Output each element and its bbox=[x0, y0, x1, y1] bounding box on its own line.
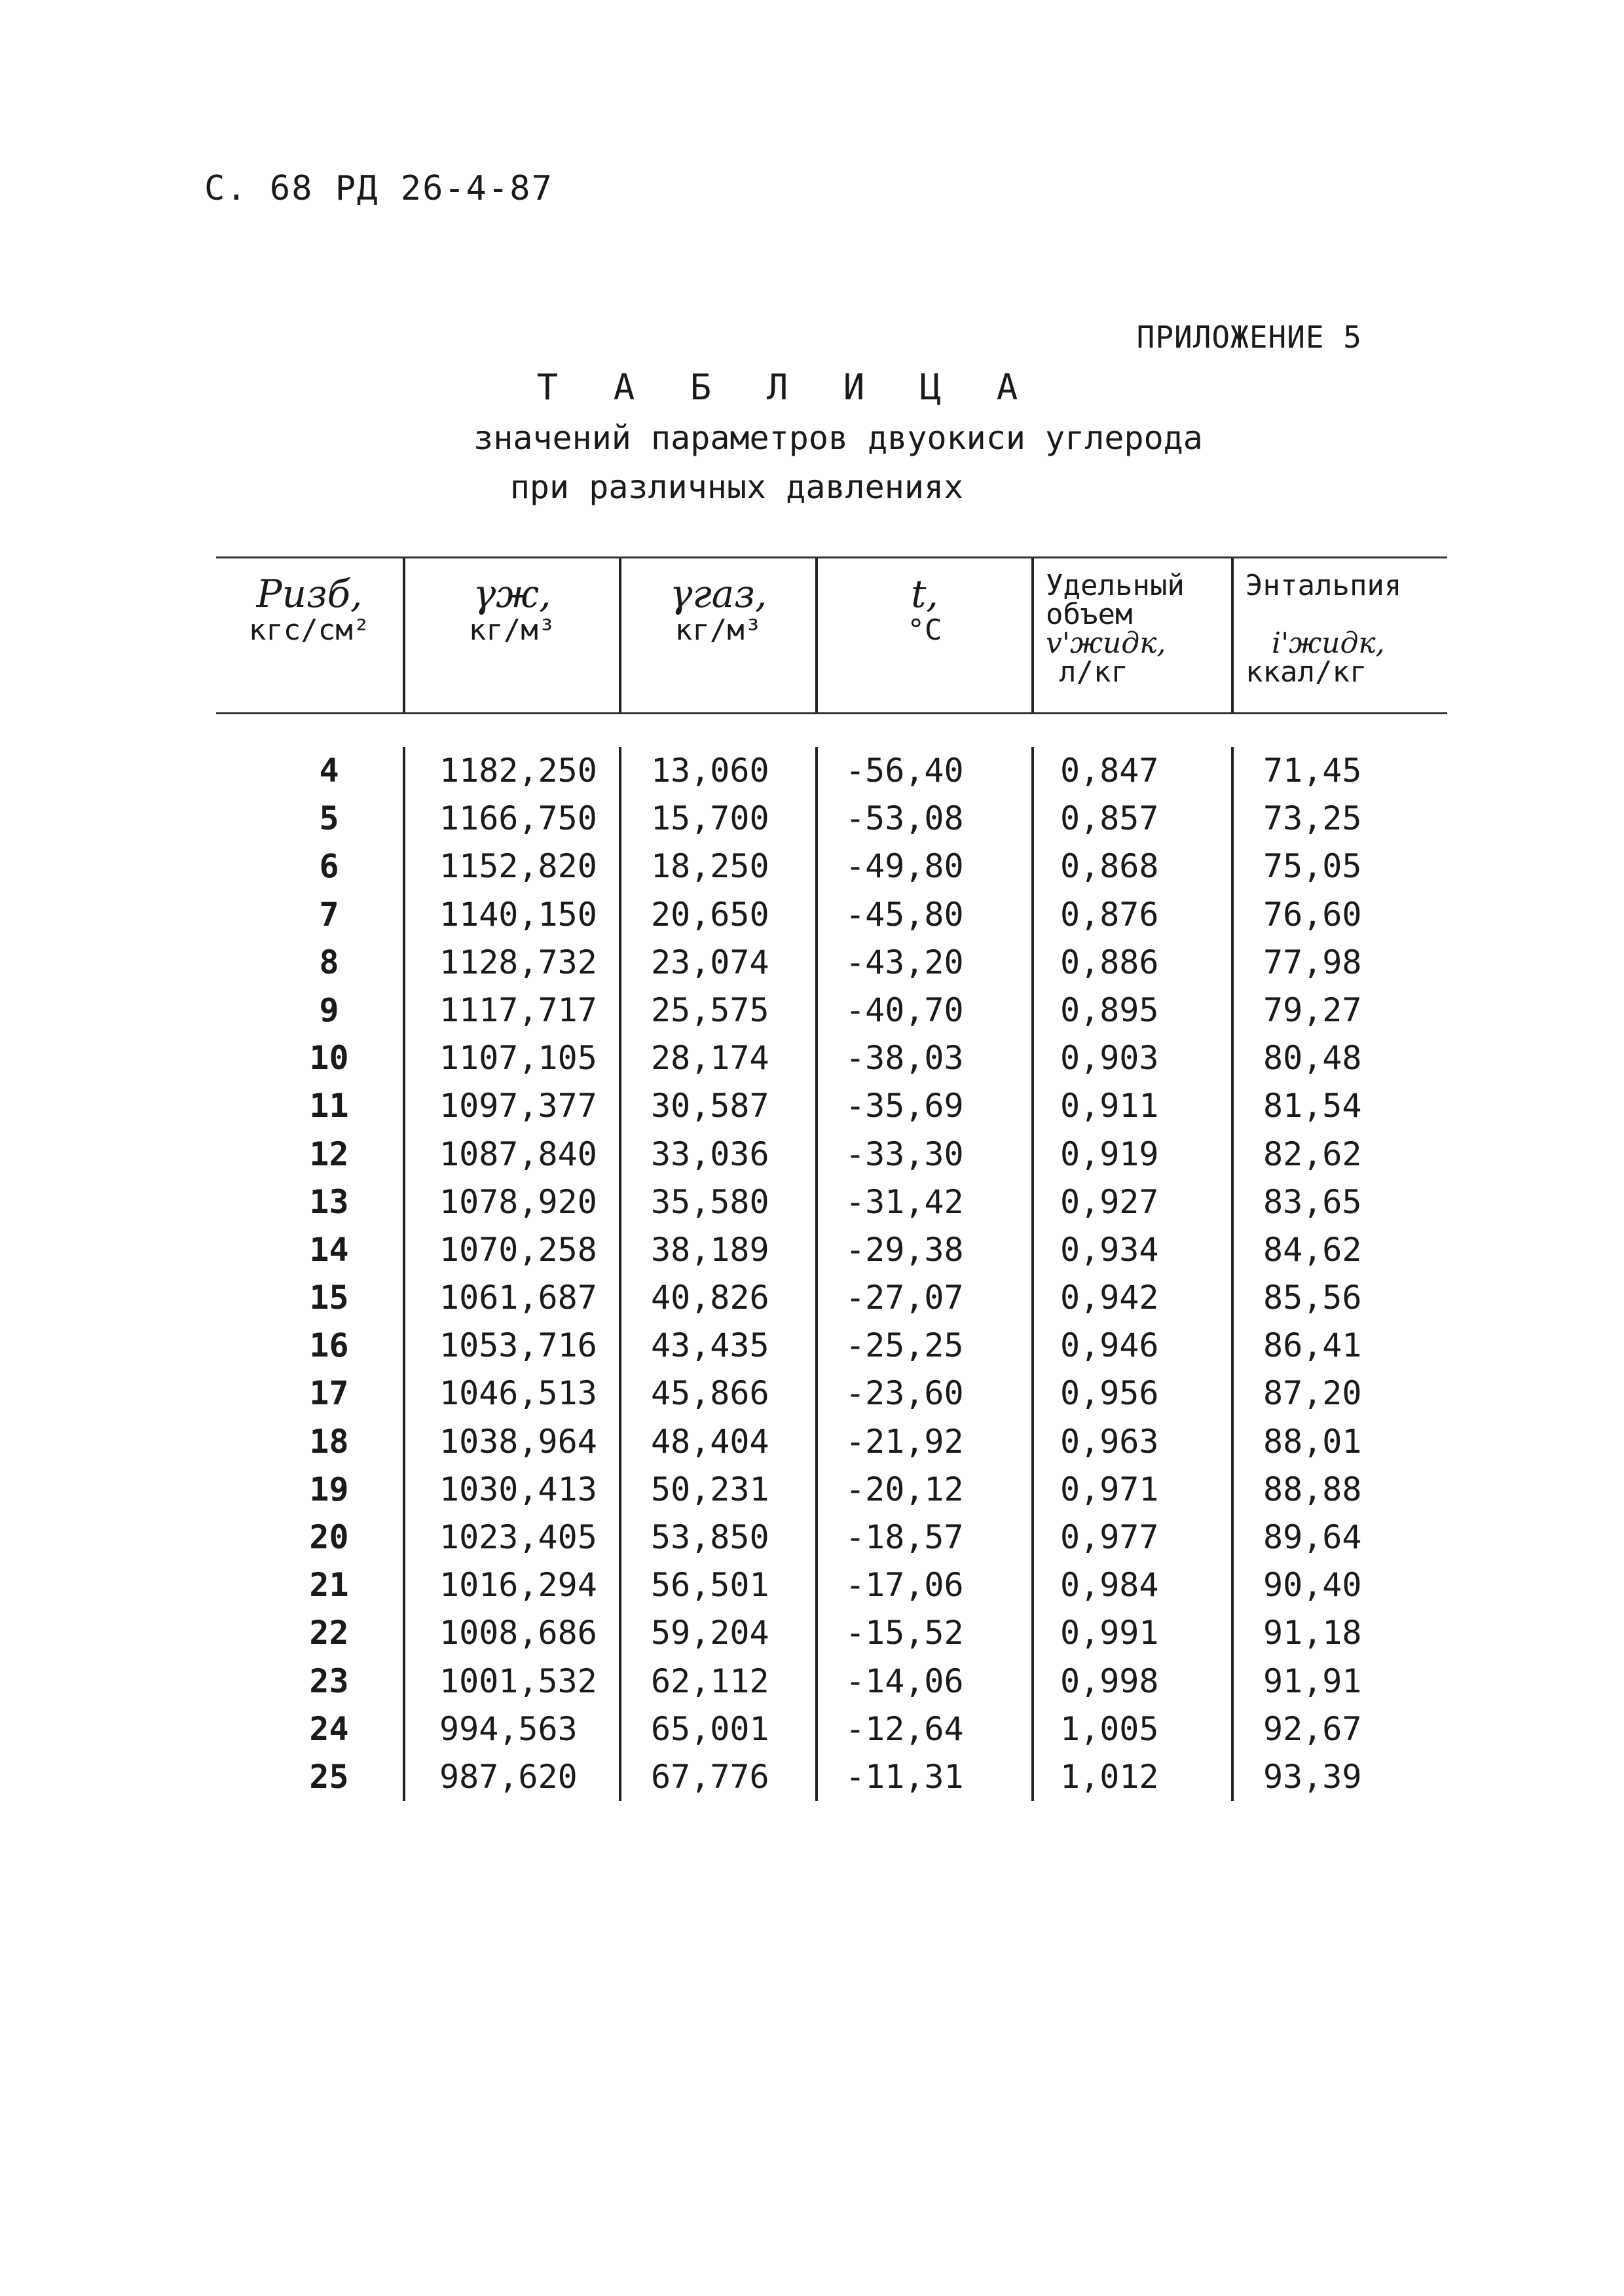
table-cell: 23,074 bbox=[651, 943, 769, 981]
table-cell: 8 bbox=[319, 943, 339, 981]
header-pressure bbox=[216, 558, 403, 712]
table-cell: 0,956 bbox=[1060, 1374, 1159, 1413]
table-cell: 1117,717 bbox=[439, 991, 597, 1029]
header-pressure-symbol: Pизб, bbox=[256, 572, 363, 616]
table-cell: 9 bbox=[319, 991, 339, 1029]
table-cell: 1140,150 bbox=[439, 895, 597, 934]
table-cell: 20,650 bbox=[651, 895, 769, 934]
table-cell: 987,620 bbox=[439, 1757, 578, 1796]
table-cell: 90,40 bbox=[1263, 1566, 1362, 1605]
table-cell: 73,25 bbox=[1263, 799, 1362, 838]
table-cell: 19 bbox=[309, 1470, 349, 1508]
table-cell: 88,88 bbox=[1263, 1470, 1362, 1508]
table-cell: 15,700 bbox=[651, 799, 769, 838]
table-cell: 85,56 bbox=[1263, 1279, 1362, 1317]
table-cell: 15 bbox=[309, 1279, 349, 1317]
table-cell: 1001,532 bbox=[439, 1662, 597, 1700]
table-cell: 0,991 bbox=[1060, 1614, 1159, 1652]
table-cell: -15,52 bbox=[845, 1614, 964, 1652]
table-cell: 84,62 bbox=[1263, 1230, 1362, 1269]
table-cell: -35,69 bbox=[845, 1087, 964, 1125]
table-cell: 40,826 bbox=[651, 1279, 769, 1317]
header-pressure-unit: кгс/см² bbox=[248, 613, 371, 647]
header-gas-density-unit: кг/м³ bbox=[674, 613, 762, 647]
table-cell: 0,857 bbox=[1060, 799, 1159, 838]
table-cell: 1008,686 bbox=[439, 1614, 597, 1652]
table-cell: 91,91 bbox=[1263, 1662, 1362, 1700]
header-temperature bbox=[815, 558, 1031, 712]
table-cell: 1030,413 bbox=[439, 1470, 597, 1508]
table-title: Т А Б Л И Ц А bbox=[536, 367, 1035, 408]
table-cell: 1061,687 bbox=[439, 1279, 597, 1317]
table-cell: 13 bbox=[309, 1182, 349, 1221]
table-cell: 10 bbox=[309, 1039, 349, 1078]
table-cell: 4 bbox=[319, 752, 339, 790]
column-temperature bbox=[815, 747, 1031, 1801]
table-cell: 0,946 bbox=[1060, 1326, 1159, 1365]
table-cell: -33,30 bbox=[845, 1135, 964, 1173]
table-cell: 16 bbox=[309, 1326, 349, 1365]
table-cell: -29,38 bbox=[845, 1230, 964, 1269]
header-enthalpy-symbol: i'жидк, bbox=[1272, 627, 1385, 660]
table-cell: 1152,820 bbox=[439, 847, 597, 886]
table-cell: 1,012 bbox=[1060, 1757, 1159, 1796]
table-cell: 62,112 bbox=[651, 1662, 769, 1700]
header-specific-volume-line1: Удельный bbox=[1046, 569, 1185, 602]
table-cell: 86,41 bbox=[1263, 1326, 1362, 1365]
table-cell: 1087,840 bbox=[439, 1135, 597, 1173]
table-cell: -12,64 bbox=[845, 1709, 964, 1748]
table-cell: 0,934 bbox=[1060, 1230, 1159, 1269]
table-cell: -45,80 bbox=[845, 895, 964, 934]
data-table bbox=[216, 556, 1447, 1801]
table-cell: 0,942 bbox=[1060, 1279, 1159, 1317]
table-cell: 25,575 bbox=[651, 991, 769, 1029]
table-cell: 994,563 bbox=[439, 1709, 578, 1748]
table-cell: 1128,732 bbox=[439, 943, 597, 981]
table-cell: 12 bbox=[309, 1135, 349, 1173]
table-cell: 48,404 bbox=[651, 1422, 769, 1461]
column-enthalpy bbox=[1231, 747, 1447, 1801]
table-cell: 59,204 bbox=[651, 1614, 769, 1652]
table-cell: 87,20 bbox=[1263, 1374, 1362, 1413]
table-cell: -17,06 bbox=[845, 1566, 964, 1605]
header-specific-volume-symbol: v'жидк, bbox=[1046, 627, 1166, 660]
table-cell: 1107,105 bbox=[439, 1039, 597, 1078]
table-cell: -38,03 bbox=[845, 1039, 964, 1078]
table-cell: 65,001 bbox=[651, 1709, 769, 1748]
table-cell: 91,18 bbox=[1263, 1614, 1362, 1652]
table-cell: 23 bbox=[309, 1662, 349, 1700]
column-specific-volume bbox=[1031, 747, 1231, 1801]
table-cell: 7 bbox=[319, 895, 339, 934]
table-cell: -21,92 bbox=[845, 1422, 964, 1461]
header-enthalpy-line1: Энтальпия bbox=[1246, 569, 1402, 602]
table-cell: 24 bbox=[309, 1709, 349, 1748]
header-gas-density bbox=[619, 558, 815, 712]
table-cell: 88,01 bbox=[1263, 1422, 1362, 1461]
table-cell: 0,984 bbox=[1060, 1566, 1159, 1605]
table-cell: 0,971 bbox=[1060, 1470, 1159, 1508]
table-cell: 0,911 bbox=[1060, 1087, 1159, 1125]
table-cell: 75,05 bbox=[1263, 847, 1362, 886]
column-pressure bbox=[216, 747, 403, 1801]
table-cell: 76,60 bbox=[1263, 895, 1362, 934]
table-cell: -18,57 bbox=[845, 1518, 964, 1556]
table-cell: 82,62 bbox=[1263, 1135, 1362, 1173]
table-cell: 56,501 bbox=[651, 1566, 769, 1605]
table-cell: 1,005 bbox=[1060, 1709, 1159, 1748]
table-cell: 1182,250 bbox=[439, 752, 597, 790]
table-cell: 77,98 bbox=[1263, 943, 1362, 981]
table-cell: 13,060 bbox=[651, 752, 769, 790]
table-cell: 35,580 bbox=[651, 1182, 769, 1221]
table-header bbox=[216, 558, 1447, 712]
table-cell: 5 bbox=[319, 799, 339, 838]
table-cell: 1023,405 bbox=[439, 1518, 597, 1556]
header-specific-volume-line2: объем bbox=[1046, 598, 1133, 631]
header-gas-density-symbol: γгаз, bbox=[669, 572, 767, 616]
table-cell: 0,919 bbox=[1060, 1135, 1159, 1173]
table-cell: 38,189 bbox=[651, 1230, 769, 1269]
table-cell: 1016,294 bbox=[439, 1566, 597, 1605]
table-cell: 0,998 bbox=[1060, 1662, 1159, 1700]
table-cell: -40,70 bbox=[845, 991, 964, 1029]
table-cell: 22 bbox=[309, 1614, 349, 1652]
table-cell: -43,20 bbox=[845, 943, 964, 981]
table-cell: 0,868 bbox=[1060, 847, 1159, 886]
table-cell: 93,39 bbox=[1263, 1757, 1362, 1796]
table-cell: -14,06 bbox=[845, 1662, 964, 1700]
table-cell: 45,866 bbox=[651, 1374, 769, 1413]
table-cell: -53,08 bbox=[845, 799, 964, 838]
table-cell: 1166,750 bbox=[439, 799, 597, 838]
header-enthalpy bbox=[1231, 558, 1447, 712]
table-cell: 17 bbox=[309, 1374, 349, 1413]
table-cell: 20 bbox=[309, 1518, 349, 1556]
table-cell: 25 bbox=[309, 1757, 349, 1796]
column-liquid-density bbox=[403, 747, 619, 1801]
table-cell: 0,977 bbox=[1060, 1518, 1159, 1556]
header-specific-volume-unit: л/кг bbox=[1059, 655, 1128, 689]
table-cell: 1046,513 bbox=[439, 1374, 597, 1413]
table-cell: 0,895 bbox=[1060, 991, 1159, 1029]
table-cell: 1078,920 bbox=[439, 1182, 597, 1221]
header-liquid-density bbox=[403, 558, 619, 712]
table-cell: 0,876 bbox=[1060, 895, 1159, 934]
column-gas-density bbox=[619, 747, 815, 1801]
table-cell: 67,776 bbox=[651, 1757, 769, 1796]
table-cell: 0,927 bbox=[1060, 1182, 1159, 1221]
table-cell: -31,42 bbox=[845, 1182, 964, 1221]
table-cell: 18 bbox=[309, 1422, 349, 1461]
table-body bbox=[216, 714, 1447, 1801]
table-cell: 1038,964 bbox=[439, 1422, 597, 1461]
table-cell: 92,67 bbox=[1263, 1709, 1362, 1748]
table-cell: -20,12 bbox=[845, 1470, 964, 1508]
table-cell: 71,45 bbox=[1263, 752, 1362, 790]
page-reference: С. 68 РД 26-4-87 bbox=[204, 169, 553, 208]
table-cell: 79,27 bbox=[1263, 991, 1362, 1029]
header-temperature-symbol: t, bbox=[911, 572, 938, 616]
table-cell: -25,25 bbox=[845, 1326, 964, 1365]
table-cell: 0,886 bbox=[1060, 943, 1159, 981]
table-cell: 1070,258 bbox=[439, 1230, 597, 1269]
table-cell: 50,231 bbox=[651, 1470, 769, 1508]
table-cell: 14 bbox=[309, 1230, 349, 1269]
table-cell: -27,07 bbox=[845, 1279, 964, 1317]
appendix-label: ПРИЛОЖЕНИЕ 5 bbox=[1136, 319, 1362, 355]
table-cell: 6 bbox=[319, 847, 339, 886]
table-cell: 1053,716 bbox=[439, 1326, 597, 1365]
table-cell: 83,65 bbox=[1263, 1182, 1362, 1221]
table-cell: 28,174 bbox=[651, 1039, 769, 1078]
table-cell: 80,48 bbox=[1263, 1039, 1362, 1078]
table-cell: 0,847 bbox=[1060, 752, 1159, 790]
table-cell: 1097,377 bbox=[439, 1087, 597, 1125]
table-subtitle-line2: при различных давлениях bbox=[509, 468, 964, 506]
table-cell: 89,64 bbox=[1263, 1518, 1362, 1556]
table-cell: 0,963 bbox=[1060, 1422, 1159, 1461]
table-cell: 18,250 bbox=[651, 847, 769, 886]
table-subtitle-line1: значений параметров двуокиси углерода bbox=[473, 419, 1203, 457]
table-cell: 11 bbox=[309, 1087, 349, 1125]
table-cell: -23,60 bbox=[845, 1374, 964, 1413]
table-cell: -49,80 bbox=[845, 847, 964, 886]
table-cell: 53,850 bbox=[651, 1518, 769, 1556]
table-cell: 33,036 bbox=[651, 1135, 769, 1173]
header-enthalpy-unit: ккал/кг bbox=[1246, 655, 1367, 689]
header-specific-volume bbox=[1031, 558, 1231, 712]
header-liquid-density-symbol: γж, bbox=[473, 572, 551, 616]
table-cell: 43,435 bbox=[651, 1326, 769, 1365]
table-cell: 0,903 bbox=[1060, 1039, 1159, 1078]
table-cell: -56,40 bbox=[845, 752, 964, 790]
table-cell: 81,54 bbox=[1263, 1087, 1362, 1125]
header-temperature-unit: °C bbox=[907, 613, 942, 647]
header-liquid-density-unit: кг/м³ bbox=[468, 613, 556, 647]
table-cell: -11,31 bbox=[845, 1757, 964, 1796]
table-cell: 21 bbox=[309, 1566, 349, 1605]
table-cell: 30,587 bbox=[651, 1087, 769, 1125]
